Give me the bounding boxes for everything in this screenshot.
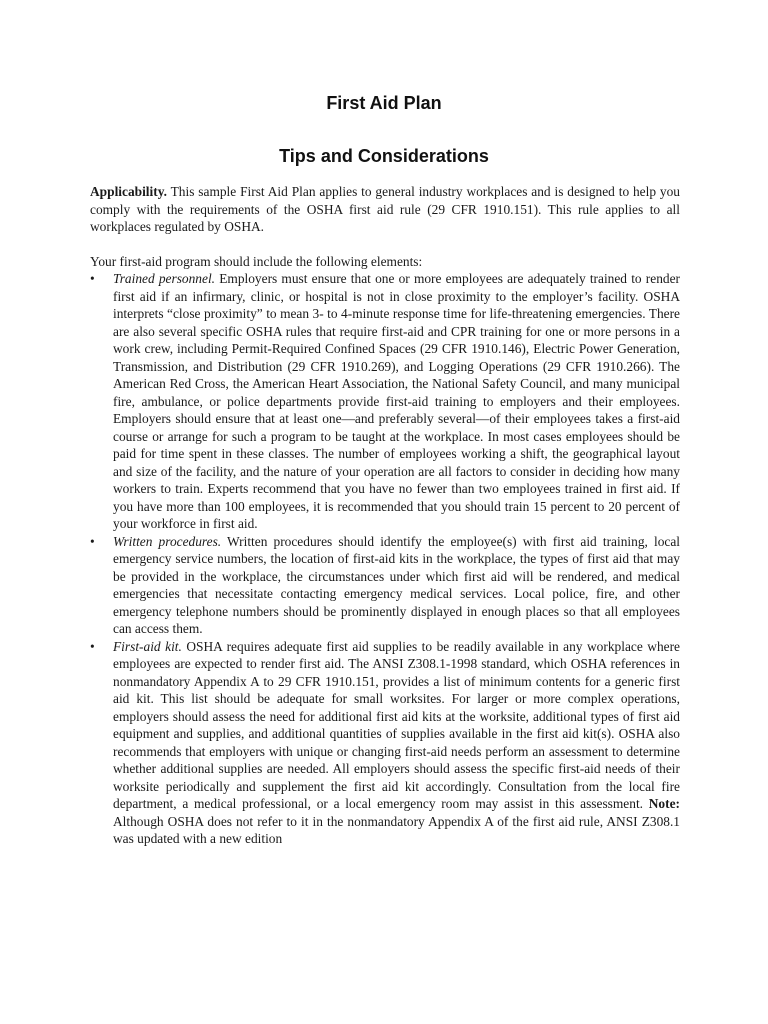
list-item-text: Employers must ensure that one or more employees are adequately trained to render first aid if an infirmary, clinic, or hospital is not in close proximity to the employer’s facility. OSHA interprets “close proximity” to mean 3- to 4-minute response time for life-threatening emergencies. There are also several specific OSHA rules that require first-aid and CPR training for one or more persons in a work crew, including Permit-Required Confined Spaces (29 CFR 1910.146), Electric Power Generation, Transmission, and Distribution (29 CFR 1910.269), and Logging Operations (29 CFR 1910.266). The American Red Cross, the American Heart Association, the National Safety Council, and many municipal fire, ambulance, or police departments provide first-aid training to employers and their employees. Employers should ensure that at least one—and preferably several—of their employees takes a first-aid course or arrange for such a program to be taught at the workplace. In most cases employees should be paid for time spent in these classes. The number of employees working a shift, the geographical layout and size of the facility, and the nature of your operation are all factors to consider in deciding how many workers to train. Experts recommend that you have no fewer than two employees trained in first aid. If you have more than 100 employees, it is recommended that you should train 15 percent to 20 percent of your workforce in first aid. — [113, 271, 680, 531]
document-body — [90, 183, 680, 848]
bullet-icon: • — [90, 638, 95, 654]
list-item-text: Written procedures should identify the employee(s) with first aid training, local emergency service numbers, the location of first-aid kits in the workplace, the types of first aid that may be provided in the workplace, the circumstances under which first aid will be rendered, and medical emergencies that necessitate contacting emergency medical services. Local police, fire, and other emergency telephone numbers should be prominently displayed in enough places so that all employees can access them. — [113, 533, 681, 636]
list-item-body — [113, 533, 680, 638]
applicability-text: This sample First Aid Plan applies to general industry workplaces and is designed to help you comply with the requirements of the OSHA first aid rule (29 CFR 1910.151). This rule applies to all workplaces regulated by OSHA. — [90, 184, 680, 234]
note-text: Although OSHA does not refer to it in the nonmandatory Appendix A of the first aid rule, ANSI Z308.1 was updated with a new edition — [113, 813, 680, 846]
bullet-icon: • — [90, 271, 95, 286]
applicability-paragraph — [90, 183, 680, 236]
elements-list — [90, 270, 680, 848]
list-item-text: OSHA requires adequate first aid supplies to be readily available in any workplace where employees are expected to render first aid. The ANSI Z308.1-1998 standard, which OSHA references in nonmandatory Appendix A to 29 CFR 1910.151, provides a list of minimum contents for a generic first aid kit. This list should be adequate for small worksites. For larger or more complex operations, employers should assess the need for additional first aid kits at the worksite, additional types of first aid equipment and supplies, and additional quantities of supplies available in the first aid kit(s). OSHA also recommends that employers with unique or changing first-aid needs perform an assessment to determine whether additional supplies are needed. All employers should assess the specific first-aid needs of their worksite periodically and supplement the first aid kit accordingly. Consultation from the local fire department, a medical professional, or a local emergency room may assist in this assessment. — [113, 638, 680, 811]
list-item-first-aid-kit — [90, 638, 680, 848]
applicability-label: Applicability. — [90, 184, 168, 199]
elements-intro: Your first-aid program should include the following elements: — [90, 253, 423, 269]
page-title: First Aid Plan — [326, 93, 442, 113]
page-subtitle: Tips and Considerations — [279, 146, 489, 166]
list-item-trained-personnel — [90, 270, 680, 533]
list-item-term: Written procedures. — [113, 533, 222, 549]
list-item-term: First-aid kit. — [113, 638, 182, 654]
list-item-body — [113, 638, 680, 848]
list-item-written-procedures — [90, 533, 680, 638]
note-label: Note: — [648, 796, 680, 811]
bullet-icon: • — [90, 533, 95, 549]
list-item-body — [113, 270, 680, 533]
list-item-term: Trained personnel. — [113, 271, 216, 286]
